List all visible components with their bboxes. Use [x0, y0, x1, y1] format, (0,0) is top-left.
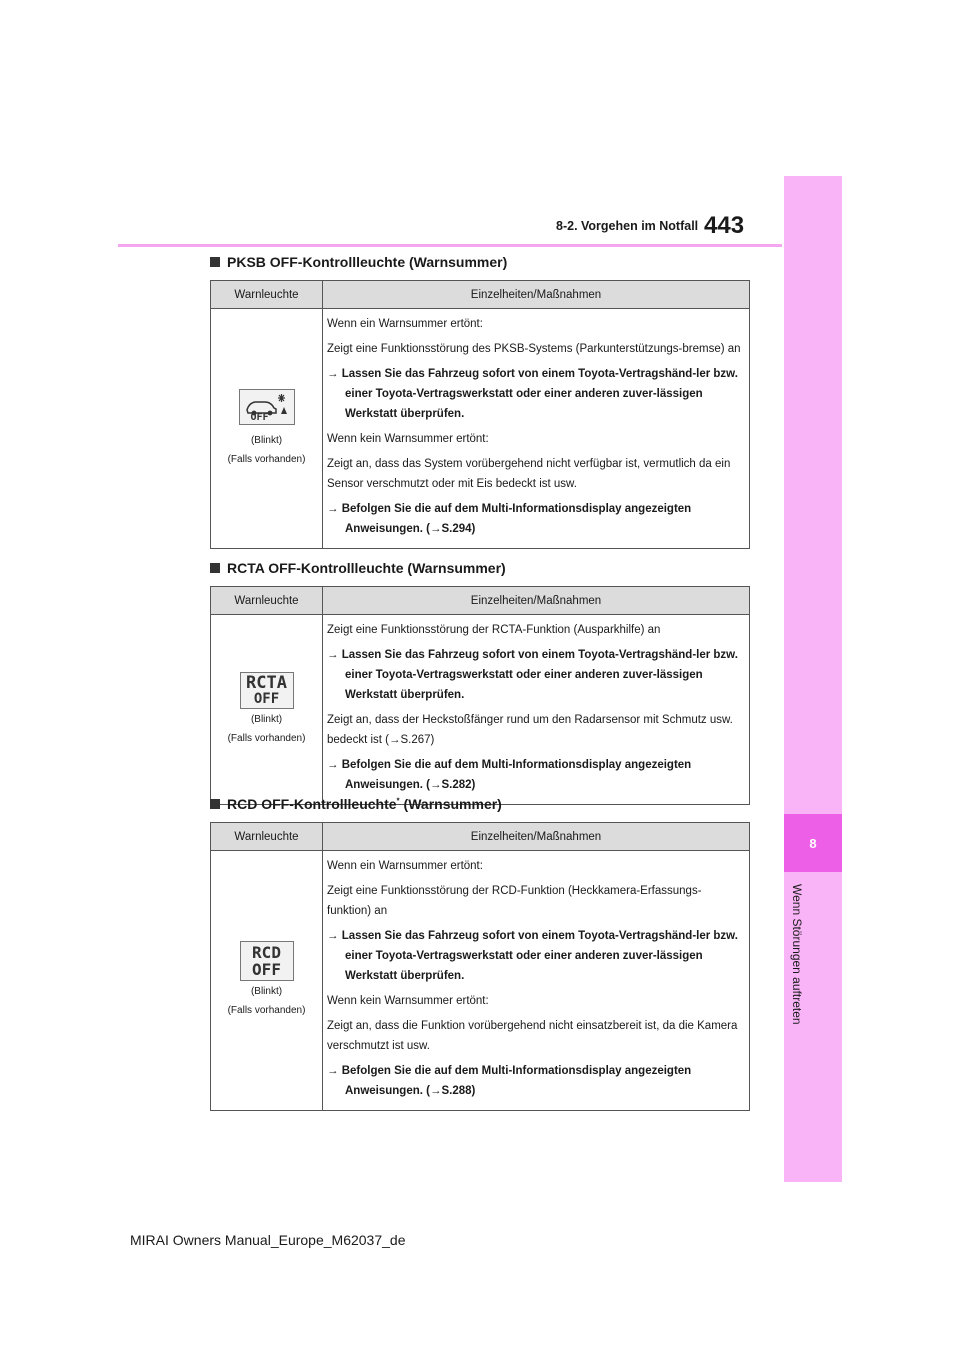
rcd-table — [210, 822, 750, 1111]
pksb-off-icon: OFF — [239, 389, 295, 425]
detail-line: Zeigt an, dass die Funktion vorübergehend nicht einsatzbereit ist, da die Kamera verschmutzt ist usw. — [327, 1020, 738, 1052]
section-heading: 8-2. Vorgehen im Notfall — [556, 219, 699, 233]
action-line: → Befolgen Sie die auf dem Multi-Informationsdisplay angezeigten Anweisungen. (→S.282) — [327, 759, 692, 791]
detail-line: Wenn ein Warnsummer ertönt: — [327, 318, 483, 330]
availability-label: (Falls vorhanden) — [227, 1005, 306, 1016]
footer-text: MIRAI Owners Manual_Europe_M62037_de — [130, 1232, 406, 1248]
details-cell — [323, 615, 750, 805]
pksb-title: PKSB OFF-Kontrollleuchte (Warnsummer) — [210, 254, 507, 270]
action-line: → Lassen Sie das Fahrzeug sofort von einem Toyota-Vertragshänd-ler bzw. einer Toyota-Vertragswerkstatt oder einer anderen zuver-lässigen Werkstatt überprüfen. — [327, 930, 738, 982]
availability-label: (Falls vorhanden) — [227, 453, 306, 465]
detail-line: Zeigt eine Funktionsstörung des PKSB-Systems (Parkunterstützungs-bremse) an — [327, 343, 741, 355]
warning-light-cell — [211, 851, 323, 1111]
action-line: → Befolgen Sie die auf dem Multi-Informationsdisplay angezeigten Anweisungen. (→S.288) — [327, 1065, 692, 1097]
col-header-warnleuchte: Warnleuchte — [211, 823, 323, 851]
rcta-table — [210, 586, 750, 805]
blink-label: (Blinkt) — [250, 986, 283, 997]
bullet-square-icon — [210, 257, 220, 267]
rcta-off-icon: RCTA OFF — [240, 672, 294, 709]
chapter-number: 8 — [784, 814, 842, 872]
blink-label: (Blinkt) — [250, 713, 283, 725]
action-line: → Lassen Sie das Fahrzeug sofort von einem Toyota-Vertragshänd-ler bzw. einer Toyota-Vertragswerkstatt oder einer anderen zuver-lässigen Werkstatt überprüfen. — [327, 368, 738, 420]
col-header-einzelheiten: Einzelheiten/Maßnahmen — [323, 823, 750, 851]
detail-line: Wenn kein Warnsummer ertönt: — [327, 433, 489, 445]
availability-label: (Falls vorhanden) — [227, 732, 306, 744]
detail-line: Wenn ein Warnsummer ertönt: — [327, 860, 483, 872]
col-header-warnleuchte: Warnleuchte — [211, 587, 323, 615]
col-header-einzelheiten: Einzelheiten/Maßnahmen — [323, 587, 750, 615]
detail-line: Zeigt an, dass der Heckstoßfänger rund um den Radarsensor mit Schmutz usw. bedeckt ist (→S.267) — [327, 714, 733, 746]
rcta-title: RCTA OFF-Kontrollleuchte (Warnsummer) — [210, 560, 506, 576]
page-number: 443 — [704, 212, 745, 239]
action-line: → Lassen Sie das Fahrzeug sofort von einem Toyota-Vertragshänd-ler bzw. einer Toyota-Vertragswerkstatt oder einer anderen zuver-lässigen Werkstatt überprüfen. — [327, 649, 738, 701]
warning-light-cell — [211, 615, 323, 805]
details-cell — [323, 851, 750, 1111]
warning-light-cell — [211, 309, 323, 549]
col-header-warnleuchte: Warnleuchte — [211, 281, 323, 309]
footnote-mark: * — [396, 796, 400, 806]
header-rule — [118, 244, 782, 247]
col-header-einzelheiten: Einzelheiten/Maßnahmen — [323, 281, 750, 309]
details-cell — [323, 309, 750, 549]
chapter-title: Wenn Störungen auftreten — [790, 884, 804, 1025]
blink-label: (Blinkt) — [250, 434, 283, 446]
detail-line: Zeigt an, dass das System vorübergehend nicht verfügbar ist, vermutlich da ein Sensor verschmutzt oder mit Eis bedeckt ist usw. — [327, 458, 731, 490]
detail-line: Zeigt eine Funktionsstörung der RCD-Funktion (Heckkamera-Erfassungs-funktion) an — [327, 885, 702, 917]
pksb-table — [210, 280, 750, 549]
bullet-square-icon — [210, 799, 220, 809]
bullet-square-icon — [210, 563, 220, 573]
detail-line: Zeigt eine Funktionsstörung der RCTA-Funktion (Ausparkhilfe) an — [327, 624, 661, 636]
action-line: → Befolgen Sie die auf dem Multi-Informationsdisplay angezeigten Anweisungen. (→S.294) — [327, 503, 692, 535]
detail-line: Wenn kein Warnsummer ertönt: — [327, 995, 489, 1007]
rcd-title: RCD OFF-Kontrollleuchte* (Warnsummer) — [210, 796, 502, 812]
rcd-off-icon: RCD OFF — [240, 941, 294, 981]
